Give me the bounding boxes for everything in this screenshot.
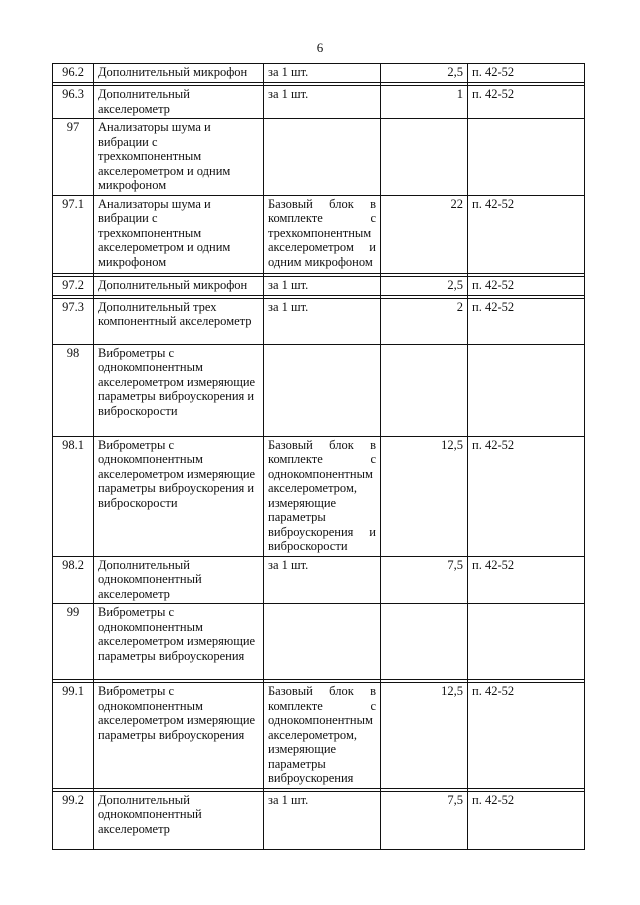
row-name: Дополнительный однокомпонентный акселерометр: [94, 556, 264, 604]
row-name: Виброметры с однокомпонентным акселерометром измеряющие параметры виброускорения: [94, 683, 264, 789]
table-row: [53, 344, 585, 436]
row-name: Анализаторы шума и вибрации с трехкомпонентным акселерометром и одним микрофоном: [94, 119, 264, 196]
row-value: 2: [381, 298, 468, 344]
table-row: [53, 276, 585, 295]
page-number: 6: [316, 40, 324, 55]
row-number: 97.1: [53, 195, 94, 273]
row-unit: [264, 344, 381, 436]
row-unit: за 1 шт.: [264, 276, 381, 295]
row-name: Дополнительный акселерометр: [94, 86, 264, 119]
row-value: [381, 344, 468, 436]
row-reference: п. 42-52: [468, 276, 585, 295]
table-row: [53, 604, 585, 680]
table-row: [53, 683, 585, 789]
row-number: 98: [53, 344, 94, 436]
table-row: [53, 86, 585, 119]
row-number: 96.3: [53, 86, 94, 119]
row-unit: за 1 шт.: [264, 64, 381, 83]
row-value: 22: [381, 195, 468, 273]
row-number: 99: [53, 604, 94, 680]
row-reference: [468, 119, 585, 196]
row-unit: за 1 шт.: [264, 298, 381, 344]
table-row: [53, 556, 585, 604]
row-value: 12,5: [381, 683, 468, 789]
row-unit: Базовый блок в комплекте с трехкомпонентным акселерометром и одним микрофоном: [264, 195, 381, 273]
row-number: 97.3: [53, 298, 94, 344]
row-value: [381, 604, 468, 680]
row-number: 96.2: [53, 64, 94, 83]
table-row: [53, 791, 585, 849]
row-value: 7,5: [381, 791, 468, 849]
row-reference: п. 42-52: [468, 298, 585, 344]
row-unit: [264, 604, 381, 680]
row-unit: за 1 шт.: [264, 86, 381, 119]
row-value: 2,5: [381, 276, 468, 295]
row-unit: Базовый блок в комплекте с однокомпонентным акселерометром, измеряющие параметры виброускорения и виброскорости: [264, 436, 381, 556]
row-value: [381, 119, 468, 196]
row-unit: за 1 шт.: [264, 556, 381, 604]
row-unit: [264, 119, 381, 196]
table-row: [53, 195, 585, 273]
row-name: Дополнительный однокомпонентный акселерометр: [94, 791, 264, 849]
table-row: [53, 436, 585, 556]
table-row: [53, 298, 585, 344]
row-name: Дополнительный трех компонентный акселерометр: [94, 298, 264, 344]
row-reference: [468, 604, 585, 680]
price-table: [52, 63, 585, 850]
row-value: 2,5: [381, 64, 468, 83]
row-number: 98.2: [53, 556, 94, 604]
row-number: 97.2: [53, 276, 94, 295]
row-unit: за 1 шт.: [264, 791, 381, 849]
row-reference: п. 42-52: [468, 195, 585, 273]
row-name: Виброметры с однокомпонентным акселерометром измеряющие параметры виброускорения и виброскорости: [94, 436, 264, 556]
row-number: 99.1: [53, 683, 94, 789]
row-reference: [468, 344, 585, 436]
row-reference: п. 42-52: [468, 556, 585, 604]
row-reference: п. 42-52: [468, 436, 585, 556]
row-reference: п. 42-52: [468, 64, 585, 83]
table-row: [53, 64, 585, 83]
row-number: 99.2: [53, 791, 94, 849]
row-reference: п. 42-52: [468, 86, 585, 119]
row-value: 7,5: [381, 556, 468, 604]
row-number: 97: [53, 119, 94, 196]
row-number: 98.1: [53, 436, 94, 556]
row-unit: Базовый блок в комплекте с однокомпонентным акселерометром, измеряющие параметры виброускорения: [264, 683, 381, 789]
row-reference: п. 42-52: [468, 791, 585, 849]
row-value: 1: [381, 86, 468, 119]
row-name: Дополнительный микрофон: [94, 276, 264, 295]
row-name: Дополнительный микрофон: [94, 64, 264, 83]
row-reference: п. 42-52: [468, 683, 585, 789]
row-value: 12,5: [381, 436, 468, 556]
row-name: Виброметры с однокомпонентным акселерометром измеряющие параметры виброускорения и виброскорости: [94, 344, 264, 436]
row-name: Виброметры с однокомпонентным акселерометром измеряющие параметры виброускорения: [94, 604, 264, 680]
row-name: Анализаторы шума и вибрации с трехкомпонентным акселерометром и одним микрофоном: [94, 195, 264, 273]
table-row: [53, 119, 585, 196]
